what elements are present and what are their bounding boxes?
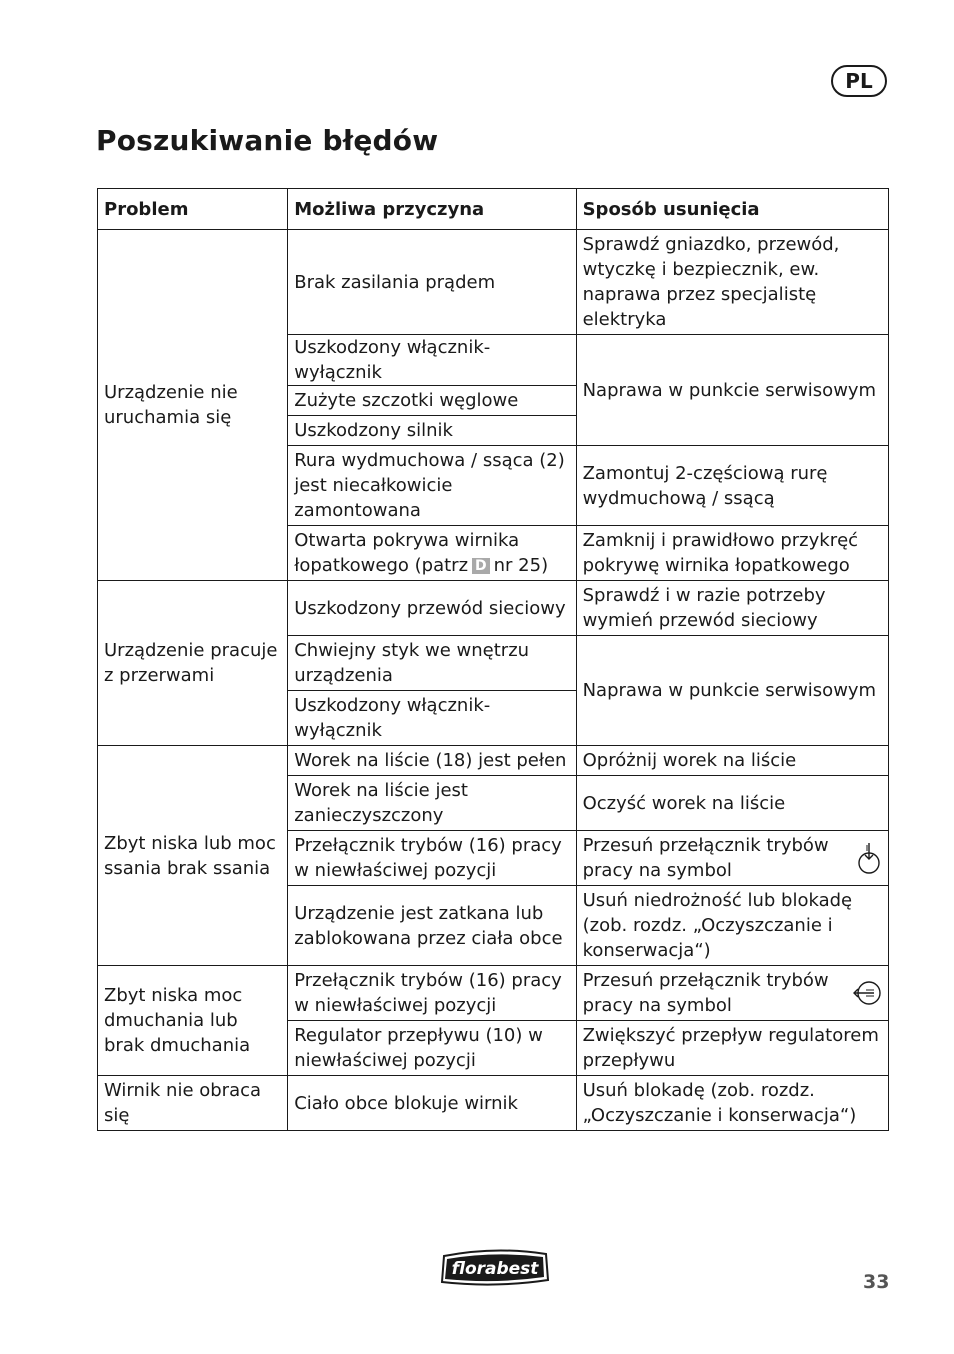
table-row — [98, 230, 889, 335]
cause-cell: Worek na liście jest zanieczyszczony — [288, 776, 576, 831]
suction-mode-icon — [856, 841, 882, 875]
remedy-cell: Usuń blokadę (zob. rozdz. „Oczyszczanie i konserwacja“) — [576, 1076, 888, 1131]
cause-cell: Worek na liście (18) jest pełen — [288, 746, 576, 776]
cause-cell: Uszkodzony przewód sieciowy — [288, 581, 576, 636]
cause-cell: Uszkodzony silnik — [288, 416, 576, 446]
header-remedy: Sposób usunięcia — [576, 189, 888, 230]
cause-cell: Przełącznik trybów (16) pracy w niewłaściwej pozycji — [288, 966, 576, 1021]
problem-cell: Urządzenie nie uruchamia się — [98, 230, 288, 581]
cause-cell: Rura wydmuchowa / ssąca (2) jest niecałkowicie zamontowana — [288, 446, 576, 526]
cause-cell: Urządzenie jest zatkana lub zablokowana przez ciała obce — [288, 886, 576, 966]
remedy-cell: Zamontuj 2-częściową rurę wydmuchową / ssącą — [576, 446, 888, 526]
remedy-cell: Naprawa w punkcie serwisowym — [576, 335, 888, 446]
problem-cell: Urządzenie pracuje z przerwami — [98, 581, 288, 746]
remedy-cell: Oczyść worek na liście — [576, 776, 888, 831]
cause-cell: Regulator przepływu (10) w niewłaściwej pozycji — [288, 1021, 576, 1076]
table-row — [98, 581, 889, 636]
remedy-text: Przesuń przełącznik trybów pracy na symbol — [582, 970, 829, 1016]
remedy-cell — [576, 831, 888, 886]
header-cause: Możliwa przyczyna — [288, 189, 576, 230]
cause-cell: Uszkodzony włącznik-wyłącznik — [288, 335, 576, 386]
remedy-cell: Naprawa w punkcie serwisowym — [576, 636, 888, 746]
remedy-cell — [576, 966, 888, 1021]
page-number: 33 — [863, 1271, 890, 1293]
page-title: Poszukiwanie błędów — [96, 124, 439, 157]
cause-cell: Uszkodzony włącznik-wyłącznik — [288, 691, 576, 746]
blow-mode-icon — [852, 979, 882, 1007]
remedy-text: Przesuń przełącznik trybów pracy na symbol — [582, 835, 829, 881]
cause-cell — [288, 526, 576, 581]
remedy-cell: Usuń niedrożność lub blokadę (zob. rozdz. „Oczyszczanie i konserwacja“) — [576, 886, 888, 966]
problem-cell: Zbyt niska lub moc ssania brak ssania — [98, 746, 288, 966]
table-row — [98, 966, 889, 1021]
remedy-text: Sprawdź gniazdko, przewód, wtyczkę i bezpiecznik, ew. naprawa przez specjalistę elektryka — [582, 234, 840, 330]
remedy-cell — [576, 230, 888, 335]
cause-cell: Brak zasilania prądem — [288, 230, 576, 335]
problem-cell: Zbyt niska moc dmuchania lub brak dmuchania — [98, 966, 288, 1076]
figure-badge: D — [472, 558, 490, 574]
florabest-logo — [438, 1248, 552, 1288]
table-row — [98, 1076, 889, 1131]
header-problem: Problem — [98, 189, 288, 230]
cause-cell: Zużyte szczotki węglowe — [288, 386, 576, 416]
logo-text: florabest — [451, 1259, 539, 1279]
cause-cell: Przełącznik trybów (16) pracy w niewłaściwej pozycji — [288, 831, 576, 886]
remedy-cell: Zamknij i prawidłowo przykręć pokrywę wirnika łopatkowego — [576, 526, 888, 581]
troubleshooting-table — [97, 188, 889, 1131]
cause-text: Otwarta pokrywa wirnika łopatkowego (patrz — [294, 530, 520, 576]
language-badge: PL — [831, 65, 887, 97]
problem-cell: Wirnik nie obraca się — [98, 1076, 288, 1131]
remedy-cell: Opróżnij worek na liście — [576, 746, 888, 776]
remedy-cell: Sprawdź i w razie potrzeby wymień przewód sieciowy — [576, 581, 888, 636]
table-row — [98, 746, 889, 776]
remedy-cell: Zwiększyć przepływ regulatorem przepływu — [576, 1021, 888, 1076]
cause-cell: Ciało obce blokuje wirnik — [288, 1076, 576, 1131]
table-header-row — [98, 189, 889, 230]
cause-text-suffix: nr 25) — [493, 555, 549, 576]
cause-cell: Chwiejny styk we wnętrzu urządzenia — [288, 636, 576, 691]
